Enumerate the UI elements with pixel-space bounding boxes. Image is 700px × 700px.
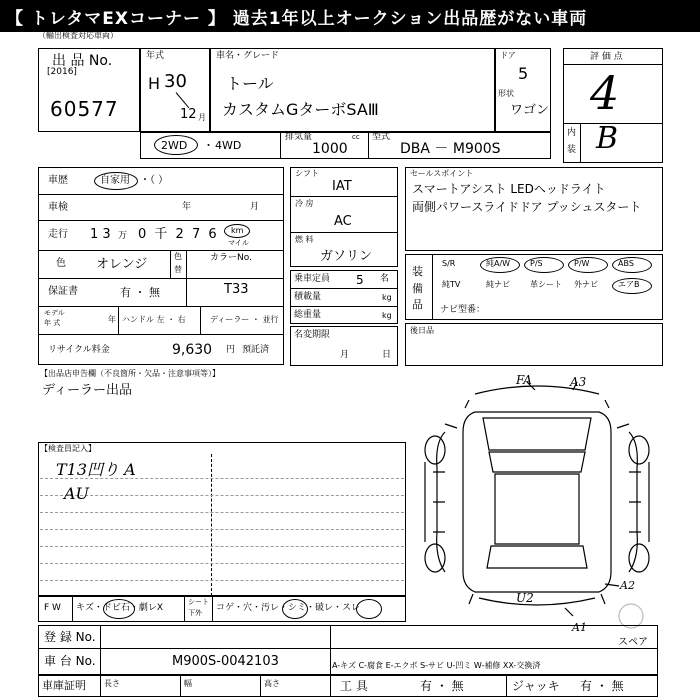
- fw-label: F W: [44, 603, 61, 613]
- car-body-outline: [463, 412, 611, 592]
- inspector-line: [40, 529, 404, 530]
- inspection-year: 年: [182, 202, 192, 212]
- displacement-value: 1000: [312, 141, 348, 157]
- color-value: オレンジ: [96, 257, 148, 272]
- car-name-label: 車名・グレード: [216, 51, 280, 61]
- rear-items-label: 後日品: [410, 326, 434, 335]
- score-label: 評 価 点: [590, 52, 623, 62]
- history-label: 車歴: [48, 175, 68, 186]
- equipment-item: エアB: [618, 280, 640, 289]
- year-era: H: [148, 74, 161, 93]
- inspector-line: [40, 512, 404, 513]
- displacement-label: 排気量: [285, 132, 313, 142]
- inspector-note-1: T13凹り A: [56, 460, 136, 479]
- color-change-2: 替: [174, 265, 182, 274]
- ac-label: 冷 房: [295, 199, 314, 208]
- equipment-item: 純A/W: [486, 259, 511, 268]
- recycle-unit: 円: [226, 345, 236, 355]
- handle-option: ハンドル 左 ・ 右: [122, 315, 186, 324]
- fw-items: キズ・ドビ石・劇レX: [76, 603, 163, 613]
- fuel-label: 燃 料: [295, 235, 314, 244]
- selling-point-1: スマートアシスト LEDヘッドライト: [412, 182, 606, 196]
- body-label: 形状: [498, 89, 514, 98]
- left-form: [38, 167, 284, 365]
- jack-label: ジャッキ: [512, 679, 560, 693]
- warranty-label: 保証書: [48, 286, 78, 297]
- cert-label: 車庫証明: [42, 679, 86, 692]
- color-no-value: T33: [224, 282, 249, 297]
- fw-circle-3: [356, 599, 382, 619]
- ac-value: AC: [334, 214, 352, 229]
- fw-items-2: コゲ・穴・汚レ・シミ・破レ・スレ: [216, 603, 361, 613]
- gross-unit: kg: [382, 311, 392, 320]
- equipment-item: S/R: [442, 259, 456, 268]
- history-value: 自家用: [100, 175, 130, 186]
- mileage-rest: 0 千 2 7 6: [138, 227, 219, 242]
- drive-4wd: 4WD: [215, 139, 242, 152]
- year-label: 年式: [146, 51, 165, 61]
- model-label-2: 年 式: [44, 319, 61, 327]
- interior-label-2: 装: [567, 145, 577, 155]
- type-label: 型式: [372, 132, 391, 142]
- door-value: 5: [518, 64, 529, 83]
- mileage-km: km: [231, 226, 244, 235]
- name-change-label: 名変期限: [294, 330, 331, 340]
- name-change-day: 日: [382, 350, 392, 360]
- year-month: 12: [180, 107, 197, 122]
- equipment-item: 純ナビ: [486, 280, 510, 289]
- mileage-mile: マイル: [228, 239, 249, 247]
- recycle-label: リサイクル料金: [48, 345, 110, 355]
- body-value: ワゴン: [510, 103, 550, 118]
- diagram-a2: A2: [620, 579, 635, 592]
- door-label: ドア: [500, 51, 516, 60]
- navi-model-label: ナビ型番：: [440, 305, 486, 315]
- mileage-man: 万: [118, 231, 128, 241]
- interior-label-1: 内: [567, 128, 577, 138]
- name-change-month: 月: [340, 350, 350, 360]
- score-value: 4: [590, 66, 620, 120]
- drive-sep: ・: [203, 139, 214, 152]
- capacity-value: 5: [356, 273, 364, 287]
- auction-banner: [0, 0, 700, 32]
- length-label: 長さ: [104, 679, 120, 688]
- drive-2wd: 2WD: [161, 139, 188, 152]
- seat-label-1: シート: [188, 598, 209, 606]
- diagram-fa: FA: [516, 373, 532, 387]
- load-unit: kg: [382, 293, 392, 302]
- sub-note: （輸出検査対応車両）: [38, 31, 118, 40]
- notes-value: ディーラー出品: [42, 383, 132, 398]
- interior-value: B: [596, 121, 619, 156]
- notes-label: 【出品店申告欄（不良箇所・欠品・注意事項等）】: [40, 369, 220, 378]
- inspection-label: 車検: [48, 202, 68, 213]
- tools-value: 有 ・ 無: [420, 679, 464, 693]
- inspector-note-2: AU: [64, 484, 90, 503]
- dealer-option: ディーラー ・ 並行: [210, 315, 279, 324]
- selling-points-label: セールスポイント: [410, 169, 474, 178]
- capacity-label: 乗車定員: [294, 274, 331, 284]
- year-month-unit: 月: [198, 113, 206, 122]
- frame-value: M900S-0042103: [172, 654, 279, 669]
- equipment-item: 純TV: [442, 280, 461, 289]
- width-label: 幅: [184, 679, 192, 688]
- fuel-value: ガソリン: [320, 249, 373, 264]
- color-no-label: カラーNo.: [210, 253, 252, 263]
- diagram-a3: A3: [570, 375, 587, 389]
- diagram-a1: A1: [572, 621, 587, 634]
- car-damage-diagram: [405, 372, 667, 632]
- car-name: トール: [226, 74, 274, 93]
- recycle-value: 9,630: [172, 342, 213, 358]
- load-label: 積載量: [294, 292, 322, 302]
- recycle-note: 預託済: [242, 345, 270, 355]
- color-label: 色: [56, 258, 66, 269]
- diagram-u2: U2: [516, 591, 534, 605]
- frame-label: 車 台 No.: [44, 654, 96, 668]
- inspector-line: [40, 580, 404, 581]
- inspector-label: 【検査員記入】: [40, 444, 96, 453]
- lot-label: 出 品 No.: [52, 53, 113, 69]
- mileage-10k: 1 3: [90, 227, 111, 242]
- inspector-line: [40, 546, 404, 547]
- displacement-unit: cc: [352, 133, 360, 141]
- mileage-label: 走行: [48, 229, 68, 240]
- equipment-item: ABS: [618, 259, 634, 268]
- shift-label: シフト: [295, 169, 319, 178]
- selling-point-2: 両側パワースライドドア プッシュスタート: [412, 200, 642, 214]
- car-grade: カスタムGターボSAⅢ: [222, 100, 379, 119]
- color-change-1: 色: [174, 252, 182, 261]
- warranty-value: 有 ・ 無: [120, 286, 160, 299]
- year-value: 30: [164, 71, 187, 92]
- inspector-line: [40, 563, 404, 564]
- equipment-item: P/S: [530, 259, 543, 268]
- registration-label: 登 録 No.: [44, 630, 96, 644]
- equipment-item: 外ナビ: [574, 280, 598, 289]
- lot-year-stamp: [2016]: [47, 67, 77, 77]
- spare-label: スペア: [618, 637, 648, 648]
- inspection-month: 月: [250, 202, 260, 212]
- history-rest: ・（ ）: [140, 175, 169, 186]
- tools-label: 工 具: [340, 679, 368, 693]
- shift-value: IAT: [332, 179, 352, 194]
- rear-items-box: [405, 323, 663, 366]
- capacity-unit: 名: [380, 274, 390, 284]
- equipment-item: P/W: [574, 259, 590, 268]
- gross-label: 総重量: [294, 310, 322, 320]
- fw-circle-1: [103, 599, 135, 619]
- equipment-item: 革シート: [530, 280, 562, 289]
- type-value: DBA － M900S: [400, 141, 501, 157]
- banner-text: 【 トレタマEXコーナー 】 過去1年以上オークション出品歴がない車両: [6, 8, 588, 29]
- fw-circle-2: [282, 599, 308, 619]
- lot-number: 60577: [50, 97, 119, 121]
- model-year-unit: 年: [108, 315, 116, 324]
- jack-value: 有 ・ 無: [580, 679, 624, 693]
- model-label-1: モデル: [44, 309, 65, 317]
- height-label: 高さ: [264, 679, 280, 688]
- seat-label-2: 下外: [188, 609, 202, 617]
- damage-legend: A-キズ C-腐食 E-エクボ S-サビ U-凹ミ W-補修 XX-交換済: [332, 661, 541, 670]
- inspector-line: [40, 495, 404, 496]
- equipment-label: 装 備 品: [412, 265, 423, 311]
